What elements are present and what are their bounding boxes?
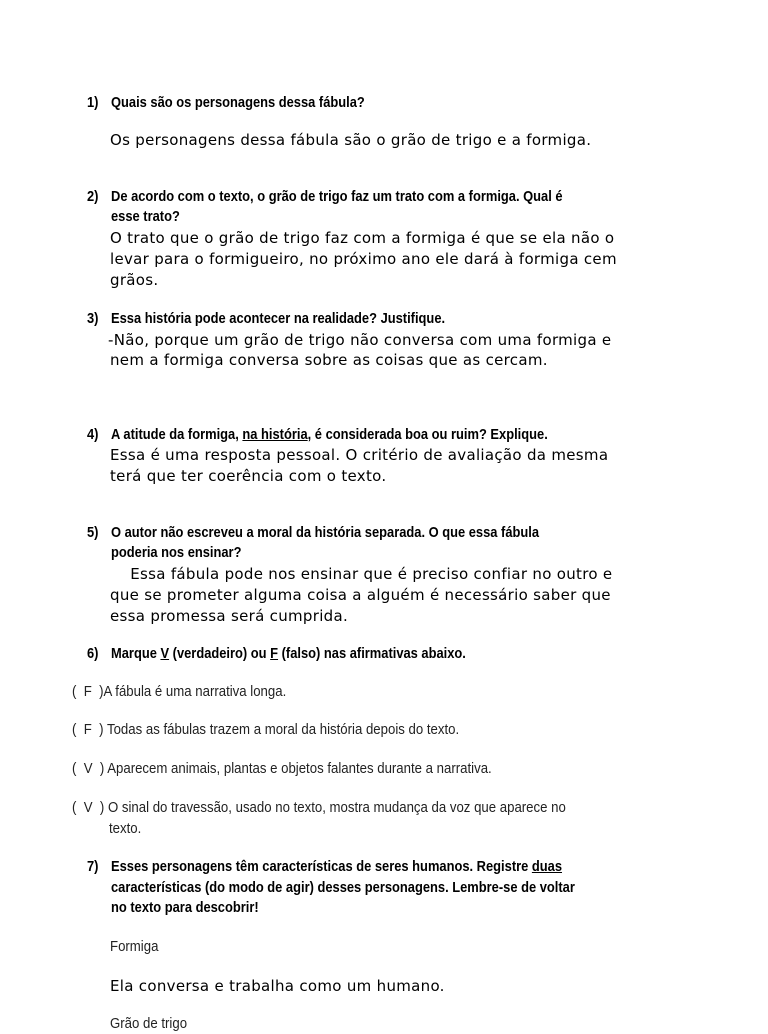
q4-question: A atitude da formiga, na história, é considerada boa ou ruim? Explique.	[111, 426, 548, 443]
q6-question: Marque V (verdadeiro) ou F (falso) nas afirmativas abaixo.	[111, 645, 466, 662]
q6-option-2	[72, 720, 459, 740]
q2-question-line1: De acordo com o texto, o grão de trigo faz um trato com a formiga. Qual é	[111, 188, 563, 205]
q3-answer-line2: nem a formiga conversa sobre as coisas que as cercam.	[110, 351, 548, 369]
q6-option-3	[72, 759, 492, 779]
q2-question-line2: esse trato?	[111, 208, 180, 225]
q1-question: Quais são os personagens dessa fábula?	[111, 94, 365, 111]
q7-label-grao: Grão de trigo	[110, 1015, 188, 1032]
q6-number: 6)	[87, 645, 99, 662]
q7-number: 7)	[87, 858, 99, 875]
q5-answer-line1: Essa fábula pode nos ensinar que é preciso confiar no outro e	[110, 565, 613, 583]
q7-question-line1: Esses personagens têm características de seres humanos. Registre duas	[111, 858, 563, 875]
q2-answer-line1: O trato que o grão de trigo faz com a formiga é que se ela não o	[110, 229, 615, 247]
q6-v-letter: V	[160, 645, 170, 662]
option-mark: ( F )	[72, 683, 104, 700]
q3-answer-line1: -Não, porque um grão de trigo não conversa com uma formiga e	[108, 331, 612, 349]
q2-answer-line3: grãos.	[110, 271, 159, 289]
option-mark: ( V )	[72, 760, 105, 777]
q1-answer: Os personagens dessa fábula são o grão de trigo e a formiga.	[110, 131, 592, 149]
q2-answer-line2: levar para o formigueiro, no próximo ano ele dará à formiga cem	[110, 250, 617, 268]
q7-label-formiga: Formiga	[110, 938, 159, 955]
q7-question-line3: no texto para descobrir!	[111, 899, 259, 916]
q2-number: 2)	[87, 188, 99, 205]
q5-question-line1: O autor não escreveu a moral da história separada. O que essa fábula	[111, 524, 540, 541]
option-mark: ( V )	[72, 799, 105, 816]
q4-answer-line2: terá que ter coerência com o texto.	[110, 467, 387, 485]
q7-question-line2: características (do modo de agir) desses personagens. Lembre-se de voltar	[111, 879, 575, 896]
option-text: O sinal do travessão, usado no texto, mostra mudança da voz que aparece no	[107, 799, 566, 816]
q5-answer-line2: que se prometer alguma coisa a alguém é necessário saber que	[110, 586, 611, 604]
q4-underlined-phrase: na história	[242, 426, 308, 443]
q5-question-line2: poderia nos ensinar?	[111, 544, 242, 561]
q5-number: 5)	[87, 524, 99, 541]
q4-number: 4)	[87, 426, 99, 443]
q7-answer-formiga: Ela conversa e trabalha como um humano.	[110, 977, 445, 995]
option-mark: ( F )	[72, 721, 104, 738]
q1-number: 1)	[87, 94, 99, 111]
q6-f-letter: F	[270, 645, 279, 662]
q4-answer-line1: Essa é uma resposta pessoal. O critério de avaliação da mesma	[110, 446, 609, 464]
q6-option-4-continuation: texto.	[109, 820, 142, 837]
option-text: Todas as fábulas trazem a moral da história depois do texto.	[106, 721, 460, 738]
option-text: A fábula é uma narrativa longa.	[103, 683, 287, 700]
option-text: Aparecem animais, plantas e objetos falantes durante a narrativa.	[107, 760, 492, 777]
q6-option-1	[72, 682, 286, 702]
q7-underlined-word: duas	[531, 858, 563, 875]
q3-question: Essa história pode acontecer na realidade? Justifique.	[111, 310, 446, 327]
q6-option-4	[72, 798, 566, 818]
q5-answer-line3: essa promessa será cumprida.	[110, 607, 349, 625]
q3-number: 3)	[87, 310, 99, 327]
